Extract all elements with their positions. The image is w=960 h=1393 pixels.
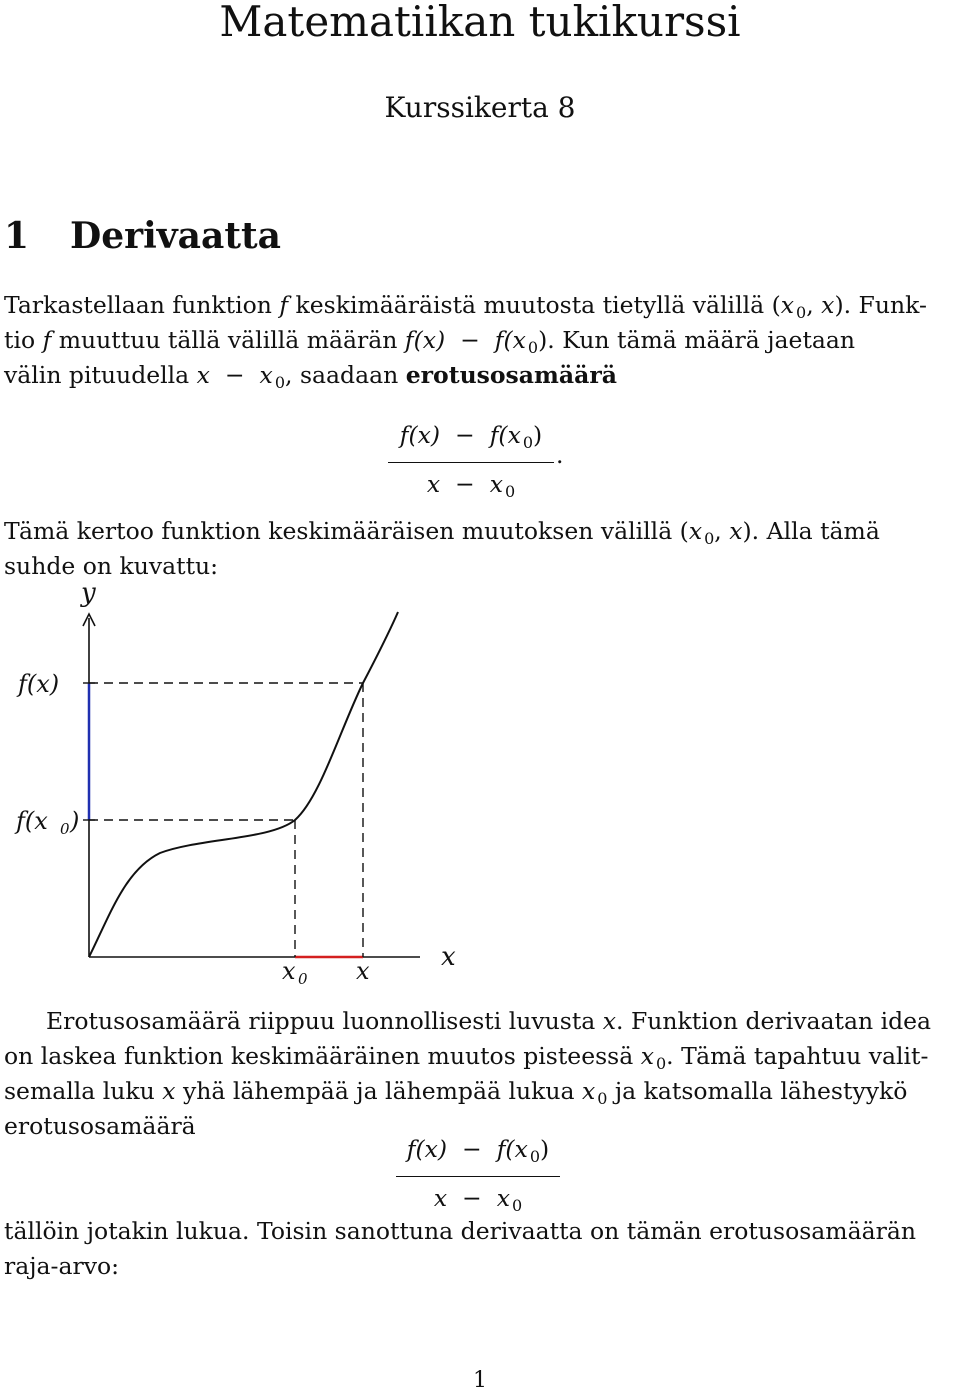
- fraction-2-denominator: x − x $_0$: [433, 1184, 523, 1215]
- difference-quotient-display-2: [396, 1134, 560, 1221]
- x-tick-label: x: [356, 957, 370, 985]
- paragraph-1-line-1: Tarkastellaan funktion f keskimääräistä muutosta tietyllä välillä (x $_0$, x). Funk-: [4, 291, 927, 322]
- paragraph-2-line-2: suhde on kuvattu:: [4, 552, 219, 580]
- x-axis-label: x: [441, 942, 456, 972]
- paragraph-4-line-1: tällöin jotakin lukua. Toisin sanottuna derivaatta on tämän erotusosamäärän: [4, 1217, 916, 1245]
- section-title: Derivaatta: [70, 215, 281, 257]
- fraction-period: .: [556, 441, 564, 469]
- paragraph-3-line-2: on laskea funktion keskimääräinen muutos pisteessä x $_0$. Tämä tapahtuu valit-: [4, 1042, 929, 1073]
- paragraph-1-line-2: tio f muuttuu tällä välillä määrän f(x) − f(x $_0$). Kun tämä määrä jaetaan: [4, 326, 856, 357]
- paragraph-3-line-1: Erotusosamäärä riippuu luonnollisesti luvusta x. Funktion derivaatan idea: [46, 1007, 932, 1035]
- fraction-numerator: f(x) − f(x $_0$): [388, 420, 554, 463]
- document-title: Matematiikan tukikurssi: [219, 0, 741, 46]
- fx-tick-label: f(x): [18, 670, 60, 698]
- difference-quotient-figure: [0, 570, 960, 990]
- svg-text:x: x: [282, 957, 296, 985]
- section-number: 1: [4, 215, 30, 257]
- svg-text:): ): [70, 807, 80, 835]
- paragraph-3-line-3: semalla luku x yhä lähempää ja lähempää lukua x $_0$ ja katsomalla lähestyykö: [4, 1077, 908, 1108]
- fx0-tick-label: [14, 807, 79, 838]
- svg-text:f(x: f(x: [16, 807, 48, 835]
- difference-quotient-display: [388, 420, 554, 507]
- section-heading: [4, 214, 281, 258]
- x0-tick-label: [282, 957, 308, 988]
- fraction-denominator: x − x $_0$: [426, 470, 516, 501]
- bold-term: erotusosamäärä: [405, 361, 617, 389]
- document-subtitle: Kurssikerta 8: [384, 91, 576, 124]
- paragraph-3-line-4: erotusosamäärä: [4, 1112, 196, 1140]
- page-number: 1: [473, 1368, 487, 1393]
- svg-text:0: 0: [298, 970, 308, 988]
- paragraph-4-line-2: raja-arvo:: [4, 1252, 120, 1280]
- svg-text:0: 0: [60, 820, 70, 838]
- y-axis-label: y: [81, 578, 96, 608]
- fraction-2-numerator: f(x) − f(x $_0$): [396, 1134, 560, 1177]
- paragraph-2-line-1: Tämä kertoo funktion keskimääräisen muutoksen välillä (x $_0$, x). Alla tämä: [4, 517, 880, 548]
- function-curve: [89, 612, 398, 957]
- paragraph-1-line-3: välin pituudella x − x $_0$, saadaan erotusosamäärä: [4, 361, 617, 392]
